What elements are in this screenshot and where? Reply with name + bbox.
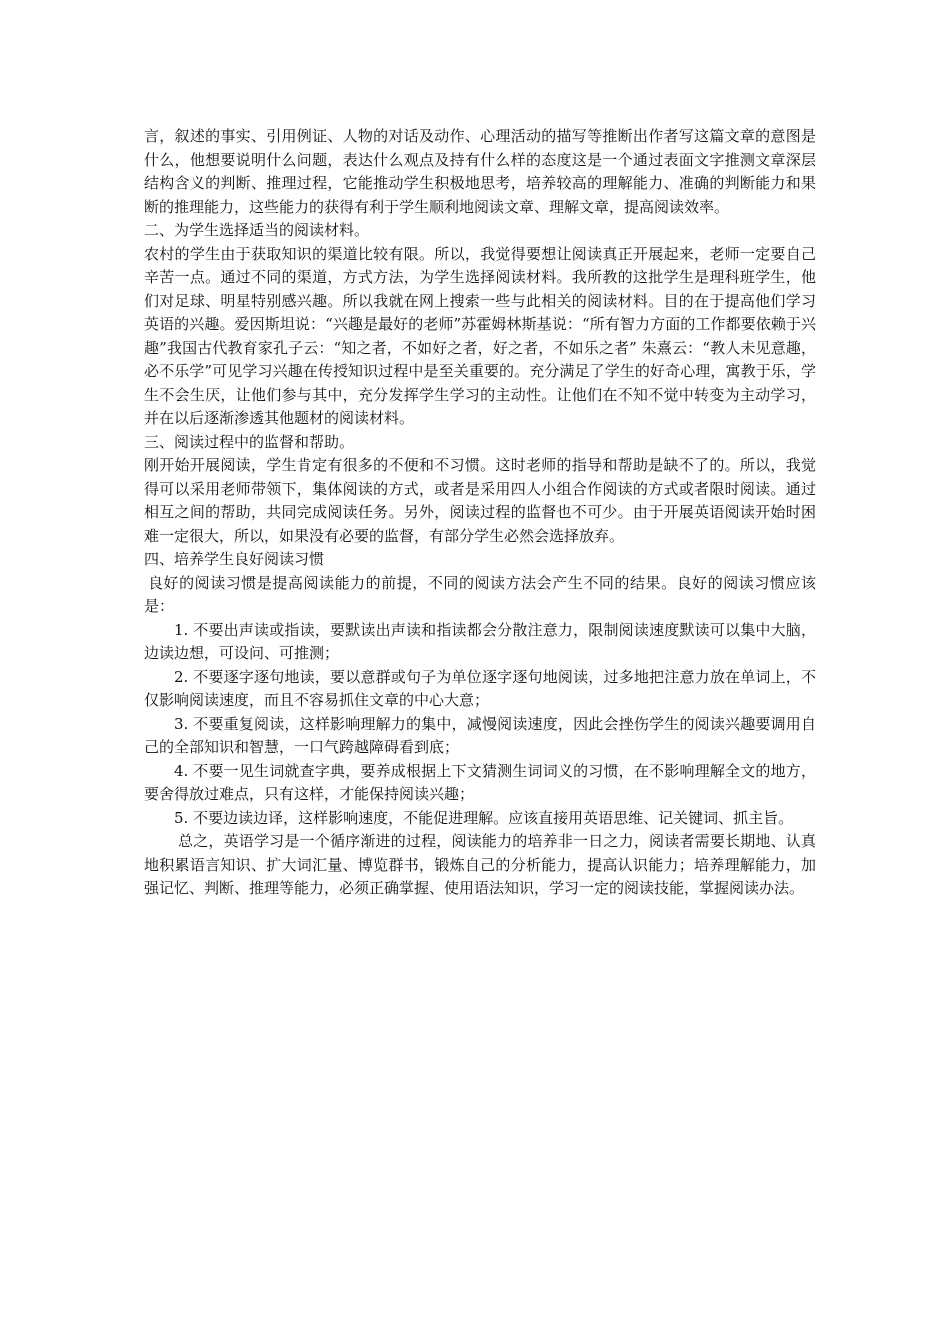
section-heading-2: 二、为学生选择适当的阅读材料。 — [144, 221, 370, 239]
section-heading-4: 四、培养学生良好阅读习惯 — [144, 550, 325, 568]
section-paragraph-3: 刚开始开展阅读，学生肯定有很多的不便和不习惯。这时老师的指导和帮助是缺不了的。所以，我觉得可以采用老师带领下，集体阅读的方式，或者是采用四人小组合作阅读的方式或者限时阅读。通过相互之间的帮助，共同完成阅读任务。另外，阅读过程的监督也不可少。由于开展英语阅读开始时困难一定很大，所以，如果没有必要的监督，有部分学生必然会选择放弃。 — [144, 456, 816, 545]
document-body — [144, 125, 816, 901]
habit-item-4: 4. 不要一见生词就查字典，要养成根据上下文猜测生词词义的习惯，在不影响理解全文的地方，要舍得放过难点，只有这样，才能保持阅读兴趣； — [144, 761, 816, 803]
habit-item-2: 2. 不要逐字逐句地读，要以意群或句子为单位逐字逐句地阅读，过多地把注意力放在单词上，不仅影响阅读速度，而且不容易抓住文章的中心大意； — [144, 667, 816, 709]
summary-paragraph: 总之，英语学习是一个循序渐进的过程，阅读能力的培养非一日之力，阅读者需要长期地、认真地积累语言知识、扩大词汇量、博览群书，锻炼自己的分析能力，提高认识能力；培养理解能力，加强记忆、判断、推理等能力，必须正确掌握、使用语法知识，学习一定的阅读技能，掌握阅读办法。 — [144, 832, 816, 897]
section-paragraph-2: 农村的学生由于获取知识的渠道比较有限。所以，我觉得要想让阅读真正开展起来，老师一定要自己辛苦一点。通过不同的渠道，方式方法，为学生选择阅读材料。我所教的这批学生是理科班学生，他们对足球、明星特别感兴趣。所以我就在网上搜索一些与此相关的阅读材料。目的在于提高他们学习英语的兴趣。爱因斯坦说：“兴趣是最好的老师”苏霍姆林斯基说：“所有智力方面的工作都要依赖于兴趣”我国古代教育家孔子云：“知之者，不如好之者，好之者，不如乐之者” 朱熹云：“教人未见意趣，必不乐学”可见学习兴趣在传授知识过程中是至关重要的。充分满足了学生的好奇心理，寓教于乐，学生不会生厌，让他们参与其中，充分发挥学生学习的主动性。让他们在不知不觉中转变为主动学习，并在以后逐渐渗透其他题材的阅读材料。 — [144, 244, 816, 427]
intro-paragraph: 言，叙述的事实、引用例证、人物的对话及动作、心理活动的描写等推断出作者写这篇文章的意图是什么，他想要说明什么问题，表达什么观点及持有什么样的态度这是一个通过表面文字推测文章深层结构含义的判断、推理过程，它能推动学生积极地思考，培养较高的理解能力、准确的判断能力和果断的推理能力，这些能力的获得有利于学生顺利地阅读文章、理解文章，提高阅读效率。 — [144, 127, 816, 216]
habit-item-1: 1. 不要出声读或指读，要默读出声读和指读都会分散注意力，限制阅读速度默读可以集中大脑，边读边想，可设问、可推测； — [144, 620, 816, 662]
habit-item-5: 5. 不要边读边译，这样影响速度，不能促进理解。应该直接用英语思维、记关键词、抓主旨。 — [174, 808, 794, 827]
section-paragraph-4: 良好的阅读习惯是提高阅读能力的前提，不同的阅读方法会产生不同的结果。良好的阅读习惯应该是： — [144, 573, 816, 615]
habit-item-3: 3. 不要重复阅读，这样影响理解力的集中，减慢阅读速度，因此会挫伤学生的阅读兴趣要调用自己的全部知识和智慧，一口气跨越障碍看到底； — [144, 714, 816, 756]
section-heading-3: 三、阅读过程中的监督和帮助。 — [144, 432, 355, 451]
